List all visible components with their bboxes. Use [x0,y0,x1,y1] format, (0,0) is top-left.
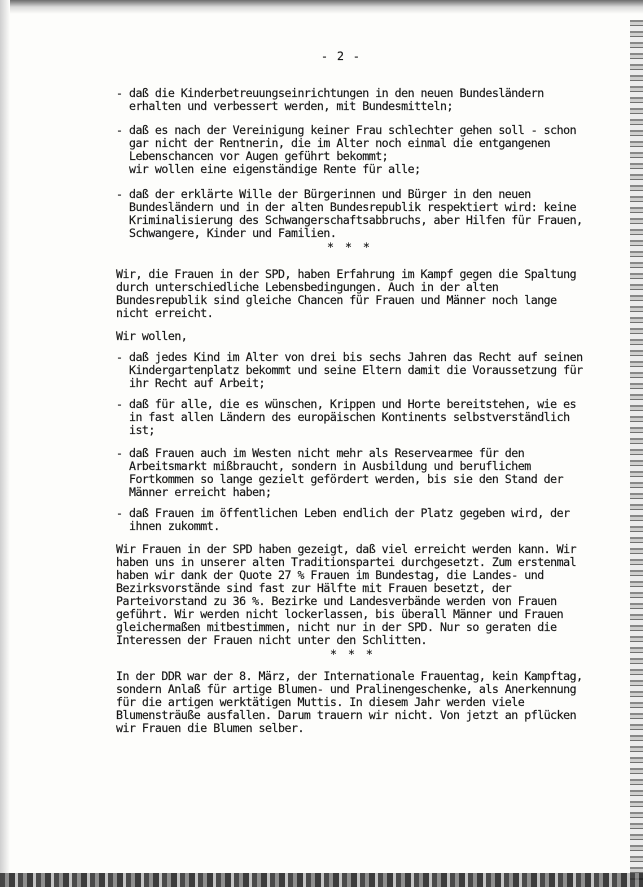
bullet-reservearmee: - daß Frauen auch im Westen nicht mehr als Reservearmee für den Arbeitsmarkt mißbraucht, sondern in Ausbildung und beruflichem Fortkommen so lange gezielt gefördert werden, bis sie den Stand der Männer erreicht haben; [116,446,564,499]
bullet-vereinigung-rente: - daß es nach der Vereinigung keiner Frau schlechter gehen soll - schon gar nicht der Rentnerin, die im Alter noch einmal die entgangenen Lebenschancen vor Augen geführt bekommt; wir wollen eine eigenständige Rente für alle; [116,123,577,176]
scan-top-edge [0,0,643,14]
paragraph-spd-erfolge: Wir Frauen in der SPD haben gezeigt, daß viel erreicht werden kann. Wir haben uns in unserer alten Traditionspartei durchgesetzt. Zum erstenmal haben wir dank der Quote 27 % Frauen im Bundestag, die Landes- und Bezirksvorstände sind fast zur Hälfte mit Frauen besetzt, der Parteivorstand zu 36 %. Bezirke und Landesverbände werden von Frauen geführt. Wir werden nicht lockerlassen, bis überall Männer und Frauen gleichermaßen mitbestimmen, nicht nur in der SPD. Nur so geraten die Interessen der Frauen nicht unter den Schlitten. [116,542,577,647]
section-separator: * * * [330,647,375,661]
bullet-kinderbetreuung: - daß die Kinderbetreuungseinrichtungen in den neuen Bundesländern erhalten und verbessert werden, mit Bundesmitteln; [116,86,544,113]
paragraph-wir-wollen: Wir wollen, [116,329,188,343]
page-number: - 2 - [321,49,361,63]
bullet-schwangerschaftsabbruch: - daß der erklärte Wille der Bürgerinnen und Bürger in den neuen Bundesländern und in der alten Bundesrepublik respektiert wird: keine Kriminalisierung des Schwangerschaftsabbruchs, aber Hilfen für Frauen, Schwangere, Kinder und Familien. [116,187,583,240]
bullet-kindergartenplatz: - daß jedes Kind im Alter von drei bis sechs Jahren das Recht auf seinen Kindergartenplatz bekommt und seine Eltern damit die Voraussetzung für ihr Recht auf Arbeit; [116,350,583,390]
bullet-oeffentliches-leben: - daß Frauen im öffentlichen Leben endlich der Platz gegeben wird, der ihnen zukommt. [116,506,570,533]
paragraph-frauentag: In der DDR war der 8. März, der Internationale Frauentag, kein Kampftag, sondern Anlaß für artige Blumen- und Pralinengeschenke, als Anerkennung für die artigen werktätigen Muttis. In diesem Jahr werden viele Blumensträuße ausfallen. Darum trauern wir nicht. Von jetzt an pflücken wir Frauen die Blumen selber. [116,669,583,735]
paragraph-spaltung: Wir, die Frauen in der SPD, haben Erfahrung im Kampf gegen die Spaltung durch unterschiedliche Lebensbedingungen. Auch in der alten Bundesrepublik sind gleiche Chancen für Frauen und Männer noch lange nicht erreicht. [116,267,577,320]
scan-left-edge [0,0,10,887]
scan-right-edge [630,20,643,880]
section-separator: * * * [327,240,372,254]
scan-bottom-edge [0,873,643,887]
bullet-krippen-horte: - daß für alle, die es wünschen, Krippen und Horte bereitstehen, wie es in fast allen Ländern des europäischen Kontinents selbstverständlich ist; [116,397,577,437]
